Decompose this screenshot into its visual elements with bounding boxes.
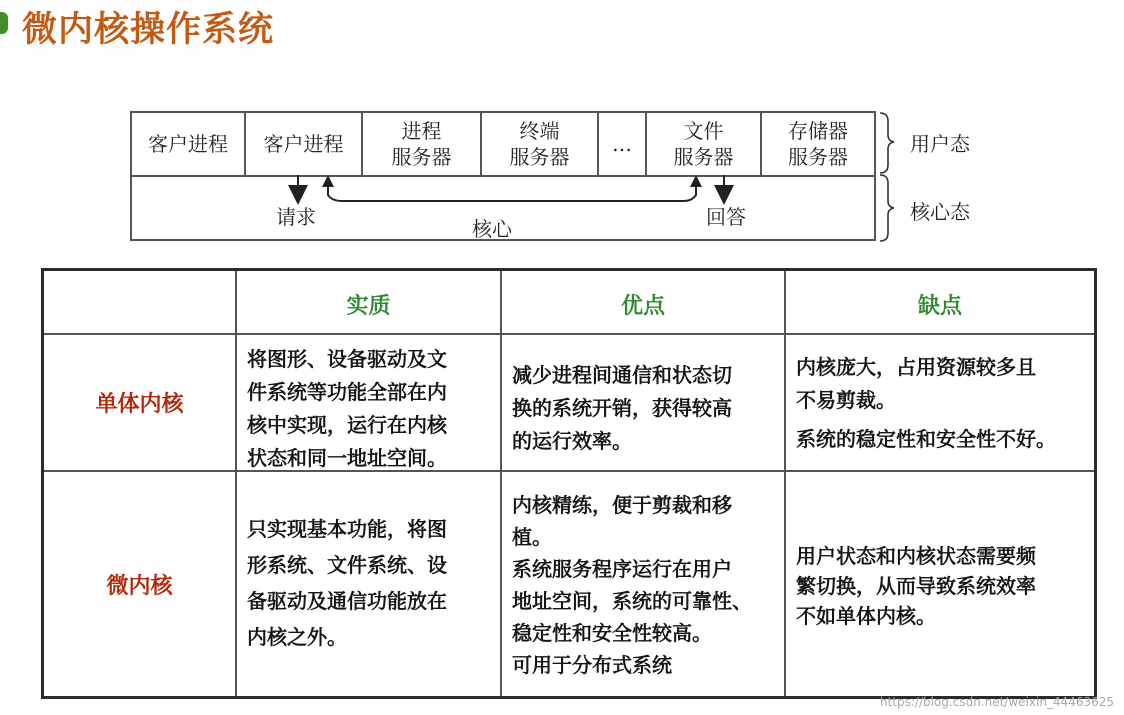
col-divider-2 (500, 271, 502, 696)
monolithic-essence: 将图形、设备驱动及文 件系统等功能全部在内 核中实现，运行在内核 状态和同一地址空间。 (247, 347, 447, 470)
diagram-cell-process-server: 进程 服务器 (363, 113, 482, 175)
microkernel-pros: 内核精练，便于剪裁和移 植。 系统服务程序运行在用户 地址空间，系统的可靠性、 稳定性和安全性较高。 可用于分布式系统 (512, 493, 752, 677)
kernel-label: 核心 (472, 217, 512, 241)
title-bullet (0, 12, 8, 34)
diagram-cell-client-2: 客户进程 (246, 113, 363, 175)
monolithic-pros: 减少进程间通信和状态切 换的系统开销，获得较高 的运行效率。 (512, 363, 732, 453)
col-divider-3 (784, 271, 786, 696)
request-label: 请求 (276, 205, 316, 229)
row-label-microkernel: 微内核 (106, 573, 173, 599)
col-divider-1 (235, 271, 237, 696)
monolithic-cons: 内核庞大，占用资源较多且 不易剪裁。 系统的稳定性和安全性不好。 (796, 355, 1056, 451)
header-cons: 缺点 (917, 293, 962, 319)
reply-label: 回答 (706, 205, 746, 229)
row-label-monolithic: 单体内核 (95, 392, 184, 417)
header-essence: 实质 (346, 293, 391, 319)
diagram-cell-storage-server: 存储器 服务器 (788, 119, 848, 169)
user-mode-label: 用户态 (910, 132, 970, 156)
page-title: 微内核操作系统 (22, 10, 275, 50)
watermark: https://blog.csdn.net/weixin_44463625 (879, 695, 1114, 709)
diagram-cell-terminal-server: 终端 服务器 (482, 113, 599, 175)
diagram-cell-file-server: 文件 服务器 (647, 113, 762, 175)
mode-brackets (878, 111, 898, 243)
kernel-mode-label: 核心态 (910, 200, 970, 224)
comparison-table (41, 268, 1097, 699)
diagram-cell-ellipsis: … (599, 113, 647, 175)
kernel-diagram (130, 111, 876, 241)
microkernel-cons: 用户状态和内核状态需要频 繁切换，从而导致系统效率 不如单体内核。 (796, 544, 1036, 628)
diagram-cell-client-1: 客户进程 (132, 113, 246, 175)
microkernel-essence: 只实现基本功能，将图 形系统、文件系统、设 备驱动及通信功能放在 内核之外。 (247, 517, 447, 649)
header-pros: 优点 (620, 293, 665, 319)
